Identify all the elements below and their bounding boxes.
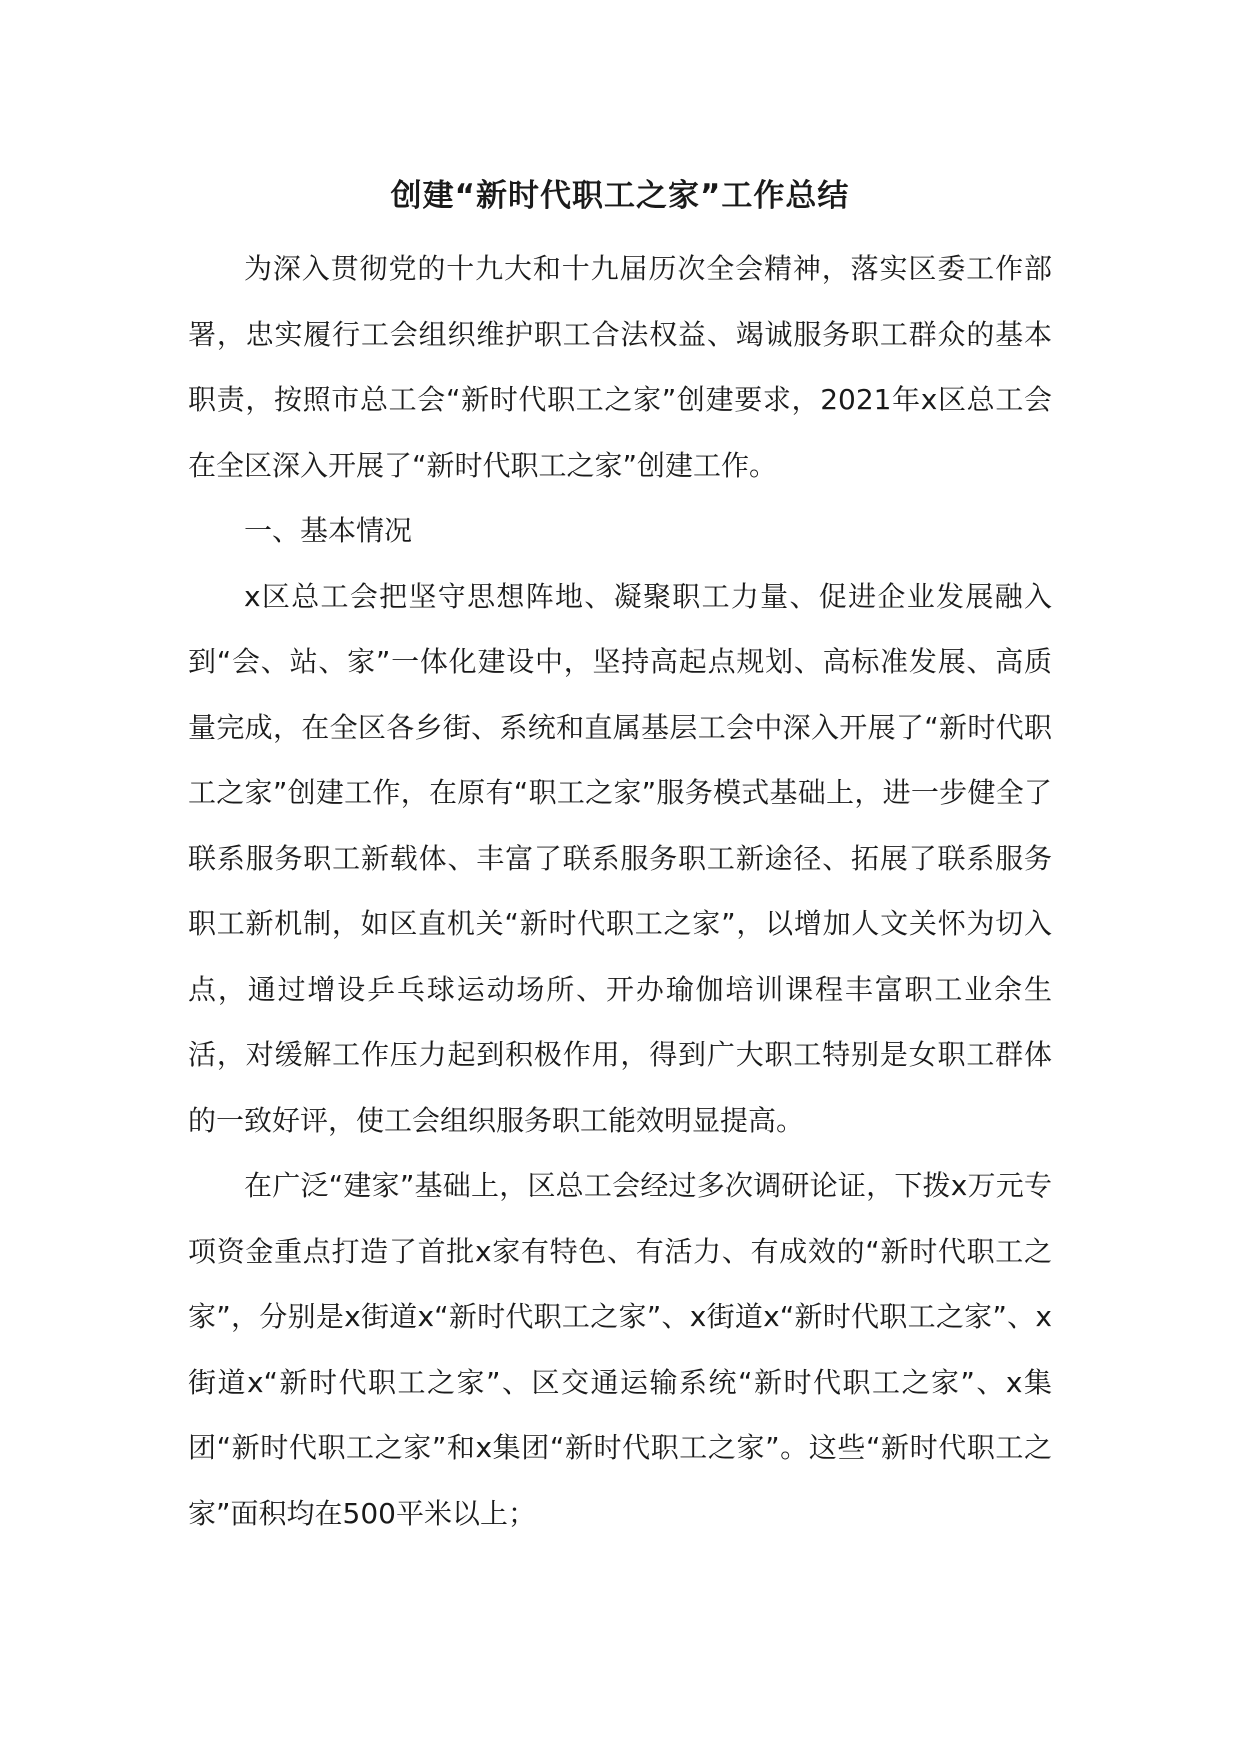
body-paragraph-overview: x区总工会把坚守思想阵地、凝聚职工力量、促进企业发展融入到“会、站、家”一体化建设中，坚持高起点规划、高标准发展、高质量完成，在全区各乡街、系统和直属基层工会中深入开展了“新时代职工之家”创建工作，在原有“职工之家”服务模式基础上，进一步健全了联系服务职工新载体、丰富了联系服务职工新途径、拓展了联系服务职工新机制，如区直机关“新时代职工之家”，以增加人文关怀为切入点，通过增设乒乓球运动场所、开办瑜伽培训课程丰富职工业余生活，对缓解工作压力起到积极作用，得到广大职工特别是女职工群体的一致好评，使工会组织服务职工能效明显提高。: [188, 579, 1052, 1137]
intro-paragraph: 为深入贯彻党的十九大和十九届历次全会精神，落实区委工作部署，忠实履行工会组织维护职工合法权益、竭诚服务职工群众的基本职责，按照市总工会“新时代职工之家”创建要求，2021年x区总工会在全区深入开展了“新时代职工之家”创建工作。: [188, 252, 1052, 482]
section-heading-basic-situation: 一、基本情况: [244, 514, 413, 547]
document-body: [188, 236, 1052, 1546]
body-paragraph-key-homes: 在广泛“建家”基础上，区总工会经过多次调研论证，下拨x万元专项资金重点打造了首批x家有特色、有活力、有成效的“新时代职工之家”，分别是x街道x“新时代职工之家”、x街道x“新时代职工之家”、x街道x“新时代职工之家”、区交通运输系统“新时代职工之家”、x集团“新时代职工之家”和x集团“新时代职工之家”。这些“新时代职工之家”面积均在500平米以上；: [188, 1169, 1052, 1530]
document-title: 创建“新时代职工之家”工作总结: [390, 178, 850, 214]
